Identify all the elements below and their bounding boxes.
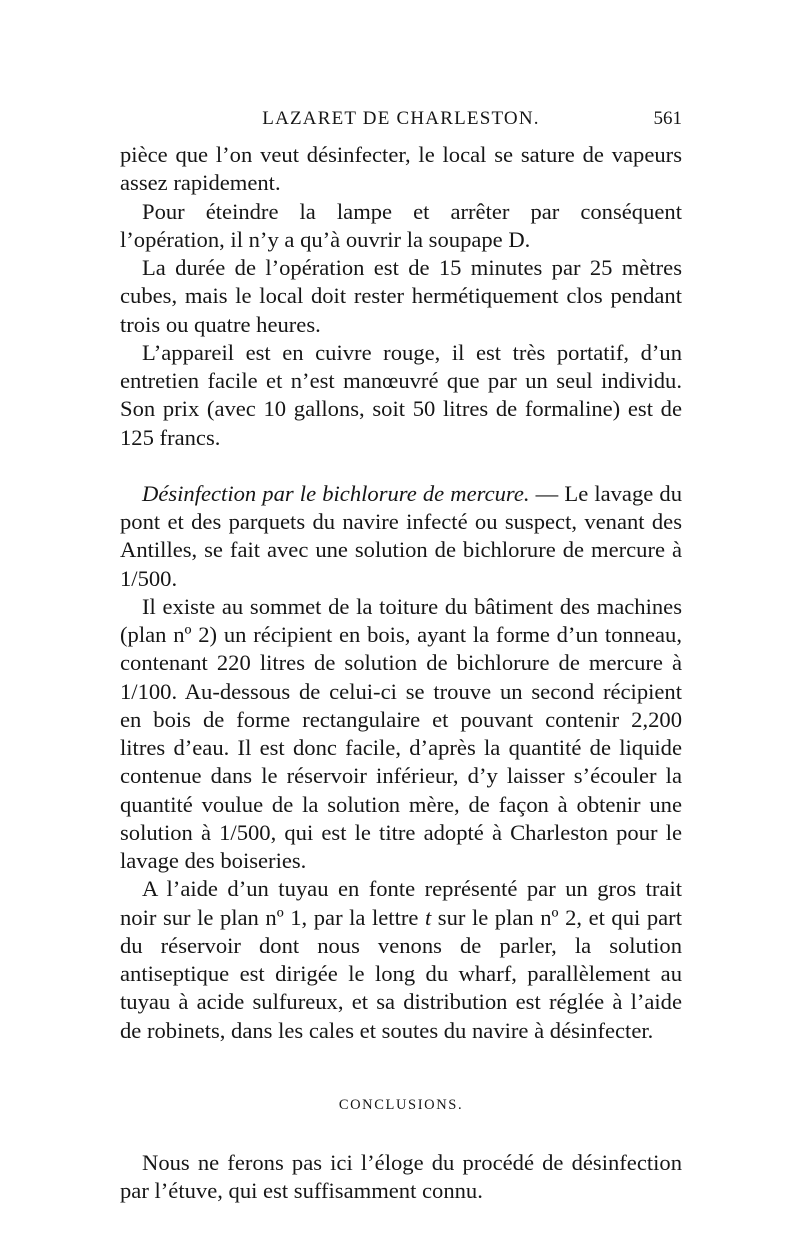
paragraph: L’appareil est en cuivre rouge, il est très portatif, d’un entretien facile et n’est manœuvré que par un seul individu. Son prix (avec 10 gallons, soit 50 litres de formaline) est de 125 francs. [120,339,682,450]
body-text [120,141,682,1206]
section-lead-paragraph [120,480,682,593]
page-header [120,108,682,136]
section-dash: — [529,480,565,506]
paragraph: Pour éteindre la lampe et arrêter par conséquent l’opération, il n’y a qu’à ouvrir la soupape D. [120,198,682,252]
page-number: 561 [653,108,682,129]
paragraph-continuation: pièce que l’on veut désinfecter, le local se sature de vapeurs assez rapidement. [120,142,682,196]
section-gap [120,452,682,480]
letter-reference: t [424,904,432,930]
paragraph [120,875,682,1045]
running-title: LAZARET DE CHARLESTON. [262,108,540,129]
conclusions-heading: CONCLUSIONS. [338,1096,464,1113]
conclusions-paragraph: Nous ne ferons pas ici l’éloge du procédé de désinfection par l’étuve, qui est suffisamment connu. [120,1150,682,1204]
paragraph: Il existe au sommet de la toiture du bâtiment des machines (plan nº 2) un récipient en bois, ayant la forme d’un tonneau, contenant 220 litres de solution de bichlorure de mercure à 1/100. Au-dessous de celui-ci se trouve un second récipient en bois de forme rectangulaire et pouvant contenir 2,200 litres d’eau. Il est donc facile, d’après la quantité de liquide contenue dans le réservoir inférieur, d’y laisser s’écouler la quantité voulue de la solution mère, de façon à obtenir une solution à 1/500, qui est le titre adopté à Charleston pour le lavage des boiseries. [120,593,682,873]
text-segment: sur le plan nº 2, et qui part du réservoir dont nous venons de parler, la solution antiseptique est dirigée le long du wharf, parallèlement au tuyau à acide sulfureux, et sa distribution est réglée à l’aide de robinets, dans les cales et soutes du navire à désinfecter. [120,904,682,1043]
paragraph: La durée de l’opération est de 15 minutes par 25 mètres cubes, mais le local doit rester hermétiquement clos pendant trois ou quatre heures. [120,255,682,337]
text-segment: A l’aide d’un tuyau en fonte représenté par un gros trait noir sur le plan nº 1, par la lettre [120,876,682,930]
section-title: Désinfection par le bichlorure de mercure. [142,480,530,506]
section-lead-text: Le lavage du pont et des parquets du navire infecté ou suspect, venant des Antilles, se fait avec une solution de bichlorure de mercure à 1/500. [120,480,682,591]
